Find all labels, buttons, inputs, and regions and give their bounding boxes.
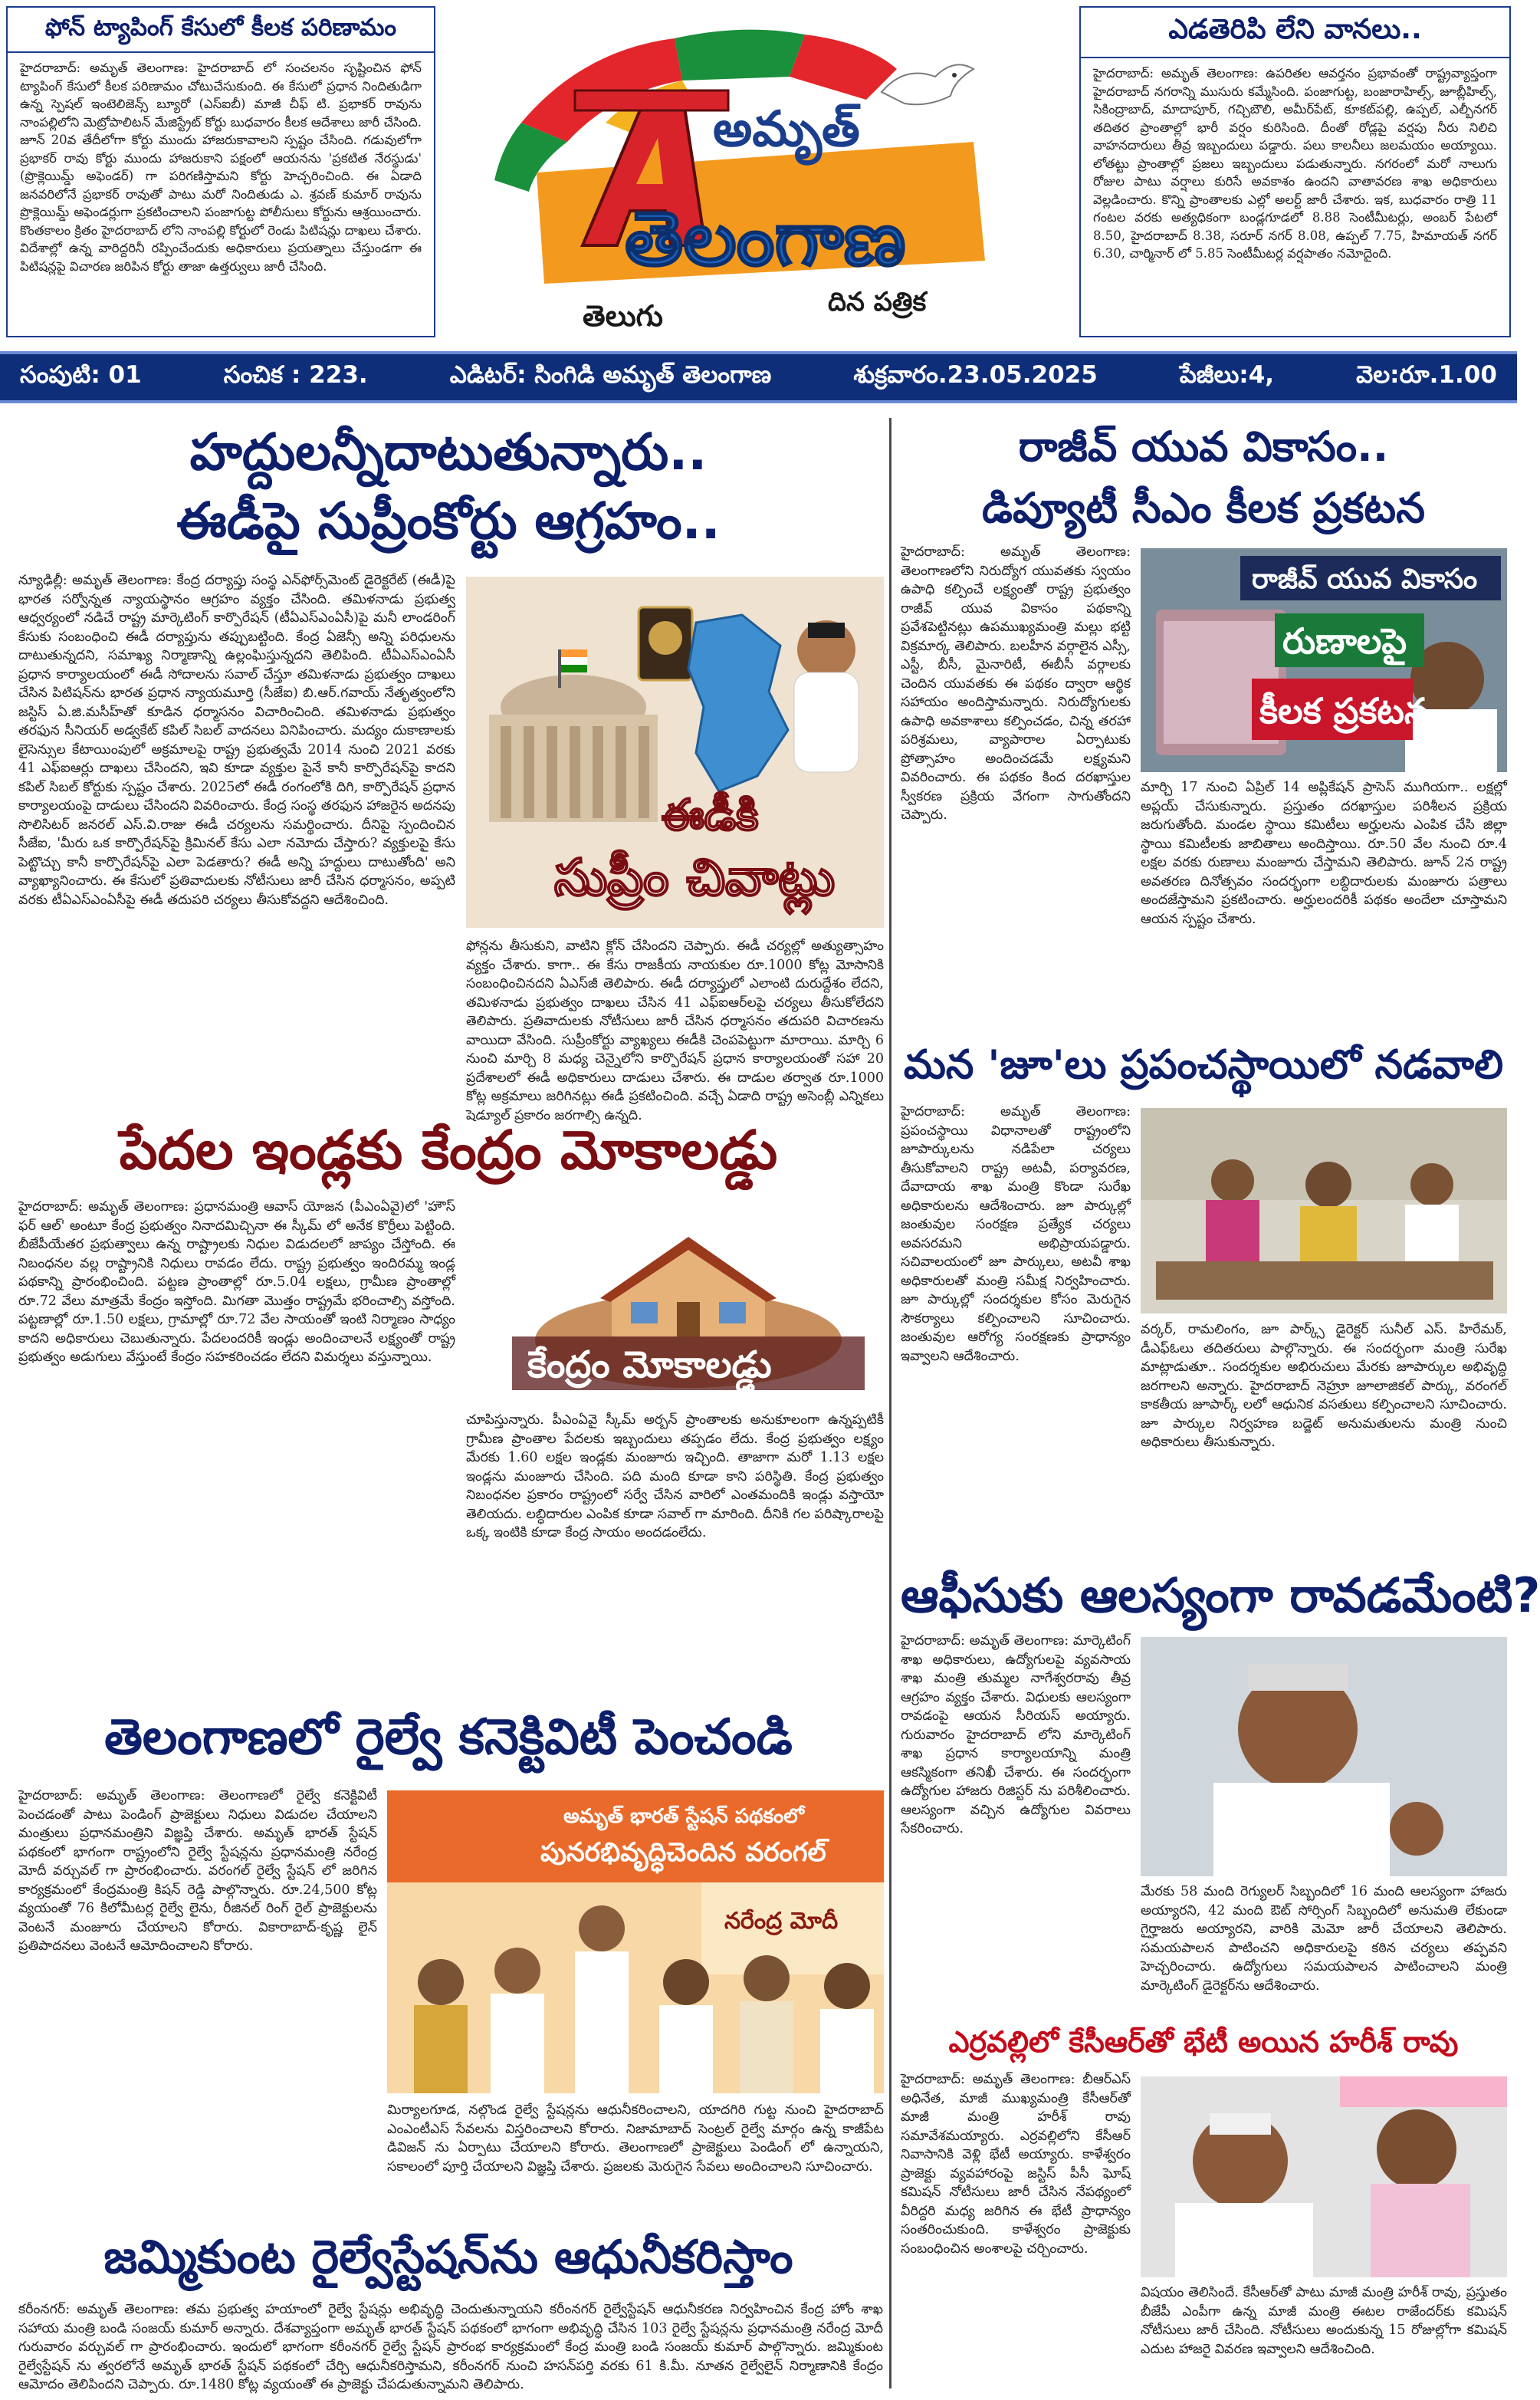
- office-headline: ఆఫీసుకు ఆలస్యంగా రావడమేంటి?: [901, 1567, 1540, 1623]
- harish-headline: ఎర్రవల్లిలో కేసీఆర్‌తో భేటీ అయిన హరీశ్ రావు: [948, 2025, 1459, 2059]
- office-image: [1141, 1637, 1507, 1876]
- logo-label-daily: దిన పత్రిక: [828, 287, 927, 317]
- lead-image: [466, 577, 884, 928]
- editor-label: ఎడిటర్: సింగిడి అమృత్ తెలంగాణ: [449, 360, 772, 389]
- issue-info-bar: [0, 351, 1517, 403]
- railway-banner-3: నరేంద్ర మోదీ: [724, 1908, 839, 1935]
- rajiv-image-line2: రుణాలపై: [1282, 620, 1407, 662]
- jammikunta-headline: జమ్మికుంట రైల్వేస్టేషన్‌ను ఆధునీకరిస్తాం: [103, 2231, 793, 2284]
- lead-body-right: ఫోన్లను తీసుకుని, వాటిని క్లోన్ చేసిందని చెప్పారు. ఈడీ చర్యల్లో అత్యుత్సాహం వ్యక్తం చేశారు. కాగా.. ఈ కేసు రాజకీయ నాయకుల రూ.1000 కోట్ల మోసానికి సంబంధించినదని ఏఎస్‌జీ తెలిపారు. ఈడీ దర్యాప్తులో ఎలాంటి దురుద్దేశం లేదని, తమిళనాడు ప్రభుత్వం దాఖలు చేసిన 41 ఎఫ్ఐఆర్‌లపై చర్యలు తీసుకోలేదని తెలిపారు. ప్రతివాదులకు నోటీసులు జారీ చేసిన ధర్మాసనం తదుపరి విచారణను వాయిదా వేసింది. సుప్రీంకోర్టు వ్యాఖ్యలు ఈడీకి చెంపపెట్టుగా మారాయి. మార్చి 6 నుంచి మార్చి 8 మధ్య చెన్నైలోని కార్పొరేషన్ ప్రధాన కార్యాలయంతో సహా 20 ప్రదేశాలలో ఈడీ అధికారులు దాడులు చేశారు. ఈ దాడుల తర్వాత రూ.1000 కోట్ల అక్రమాలు జరిగినట్లు ఈడీ ప్రకటించింది. వచ్చే ఏడాది రాష్ట్ర అసెంబ్లీ ఎన్నికలు షెడ్యూల్ ప్రకారం జరగాల్సి ఉన్నది.: [466, 939, 884, 1123]
- zoo-headline: మన 'జూ'లు ప్రపంచస్థాయిలో నడవాలి: [903, 1042, 1504, 1088]
- zoo-body-bottom: వర్కర్, రామలింగం, జూ పార్క్స్ డైరెక్టర్ సునీల్ ఎస్. హిరేమఠ్, డీఎఫ్‌ఓలు తదితరులు పాల్గొన్నారు. ఈ సందర్భంగా మంత్రి సురేఖ మాట్లాడుతూ.. సందర్శకుల అభిరుచులు మేరకు జూపార్కుల అభివృద్ధి జరగాలని అన్నారు. హైదరాబాద్ నెహ్రూ జూలాజికల్ పార్కు, వరంగల్ కాకతీయ జూపార్క్ లలో ఆధునిక వసతులు కల్పించాలని సూచించారు. జూ పార్కుల నిర్వహణ బడ్జెట్ అనుమతులను మంత్రి నుంచి అధికారులు తీసుకున్నారు.: [1141, 1322, 1507, 1450]
- top-right-body: హైదరాబాద్: అమృత్ తెలంగాణ: ఉపరితల ఆవర్తనం ప్రభావంతో రాష్ట్రవ్యాప్తంగా హైదరాబాద్ నగరాన్ని ముసురు కమ్మేసింది. పంజాగుట్ట, బంజారాహిల్స్, జూబ్లీహిల్స్, సికింద్రాబాద్, మాదాపూర్, గచ్చిబౌలి, అమీర్‌పేట్, కూకట్‌పల్లి, ఉప్పల్, ఎల్బీనగర్ తదితర ప్రాంతాల్లో భారీ వర్షం కురిసింది. దీంతో రోడ్లపై వర్షపు నీరు నిలిచి వాహనదారులు తీవ్ర ఇబ్బందులు పడ్డారు. పలు కాలనీలు జలమయం అయ్యాయి. లోతట్టు ప్రాంతాల్లో ప్రజలు ఇబ్బందులు పడుతున్నారు. నగరంలో మరో నాలుగు రోజుల పాటు వర్షాలు కురిసే అవకాశం ఉందని వాతావరణ శాఖ అధికారులు వెల్లడించారు. కొన్ని ప్రాంతాలకు ఎల్లో అలర్ట్ జారీ చేశారు. ఇక, బుధవారం రాత్రి 11 గంటల వరకు అత్యధికంగా బండ్లగూడలో 8.88 సెంటీమీటర్లు, అంబర్ పేటలో 8.50, హైదరాబాద్ 8.38, సరూర్ నగర్ 8.08, ఉప్పల్ 7.75, హిమాయత్ నగర్ 6.30, చార్మినార్ లో 5.85 సెంటీమీటర్ల వర్షపాతం నమోదైంది.: [1093, 66, 1497, 261]
- top-left-body: హైదరాబాద్: అమృత్ తెలంగాణ: హైదరాబాద్ లో సంచలనం సృష్టించిన ఫోన్ ట్యాపింగ్ కేసులో కీలక పరిణామం చోటుచేసుకుంది. ఈ కేసులో ప్రధాన నిందితుడిగా ఉన్న స్పెషల్ ఇంటెలిజెన్స్ బ్యూరో (ఎస్ఐబీ) మాజీ చీఫ్ టి. ప్రభాకర్ రావును నాంపల్లిలోని మెట్రోపాలిటన్ మేజిస్ట్రేట్ కోర్టు బుధవారం కీలక ఆదేశాలు జారీ చేసింది. జూన్ 20వ తేదీలోగా కోర్టు ముందు హాజరుకావాలని స్పష్టం చేసింది. గడువులోగా ప్రభాకర్ రావు కోర్టు ముందు హాజరుకాని పక్షంలో ఆయనను 'ప్రకటిత నేరస్థుడు' (ప్రొక్లెయిమ్డ్ అఫెండర్) గా పరిగణిస్తామని కోర్టు హెచ్చరించింది. ఈ ఏడాది జనవరిలోనే ప్రభాకర్ రావుతో పాటు మరో నిందితుడు ఎ. శ్రవణ్ కుమార్ రావును ప్రొక్లెయిమ్డ్ అఫెండర్లుగా ప్రకటించాలని పంజాగుట్ట పోలీసులు కోర్టును ఆశ్రయించారు. కొంతకాలం క్రితం హైదరాబాద్ లోని నాంపల్లి కోర్టులో రెండు పిటిషన్లు దాఖలు చేశారు. విదేశాల్లో ఉన్న వారిద్దరినీ రప్పించేందుకు అధికారులు ప్రయత్నాలు చేస్తుండగా ఈ పిటిషన్లపై విచారణ జరిపిన కోర్టు తాజా ఉత్తర్వులు జారీ చేసింది.: [20, 61, 422, 274]
- issue-label: సంచిక : 223.: [223, 360, 368, 389]
- top-right-headline: ఎడతెరిపి లేని వానలు..: [1081, 8, 1509, 58]
- housing-image: [466, 1202, 884, 1403]
- lead-image-caption-1: ఈడీకి: [662, 791, 759, 840]
- column-divider: [889, 418, 891, 2388]
- rajiv-headline-1: రాజీవ్ యువ వికాసం..: [1018, 422, 1389, 471]
- rajiv-headline-2: డిప్యూటీ సీఎం కీలక ప్రకటన: [982, 484, 1425, 532]
- housing-headline: పేదల ఇండ్లకు కేంద్రం మోకాలడ్డు: [119, 1119, 778, 1182]
- masthead-logo: [452, 8, 1066, 344]
- lead-headline-1: హద్దులన్నీదాటుతున్నారు..: [189, 422, 708, 482]
- housing-body-right: చూపిస్తున్నారు. పీఎంఏవై స్కీమ్ అర్బన్ ప్రాంతాలకు అనుకూలంగా ఉన్నప్పటికీ గ్రామీణ ప్రాంతాల పేదలకు ఇబ్బందులు తప్పడం లేదు. కేంద్ర ప్రభుత్వం లక్ష్యం మేరకు 1.60 లక్షల ఇండ్లకు మంజూరు ఇచ్చింది. తాజాగా మరో 1.13 లక్షల ఇండ్లను మంజూరు చేసింది. పది మంది కూడా కాని పరిస్థితి. కేంద్ర ప్రభుత్వం నిబంధనల ప్రకారం రాష్ట్రంలో సర్వే చేసిన వారిలో ఎంతమందికి ఇండ్లు వస్తాయో తెలియదు. లబ్ధిదారుల ఎంపిక కూడా సవాల్ గా మారింది. దీనికి గల పరిష్కారాలపై ఒక్క ఇంటికి కూడా కేంద్ర సాయం అందడంలేదు.: [466, 1412, 884, 1540]
- lead-body-left: న్యూఢిల్లీ: అమృత్ తెలంగాణ: కేంద్ర దర్యాప్తు సంస్థ ఎన్‌ఫోర్స్‌మెంట్ డైరెక్టరేట్ (ఈడీ)పై భారత సర్వోన్నత న్యాయస్థానం ఆగ్రహం వ్యక్తం చేసింది. తమిళనాడు ప్రభుత్వ ఆధ్వర్యంలో నడిచే రాష్ట్ర మార్కెటింగ్ కార్పొరేషన్ (టీఏఎస్ఎంఏసీ)పై మనీ లాండరింగ్ కేసుకు సంబంధించి ఈడీ దర్యాప్తును తప్పుబట్టింది. కేంద్ర ఏజెన్సీ అన్ని పరిధులను దాటుతున్నదని, సమాఖ్య నిర్మాణాన్ని ఉల్లంఘిస్తున్నదని తెలిపింది. టీఏఎస్ఎంఏసీ ప్రధాన కార్యాలయంలో ఈడీ సోదాలను సవాల్ చేస్తూ తమిళనాడు ప్రభుత్వం దాఖలు చేసిన పిటిషన్‌ను భారత ప్రధాన న్యాయమూర్తి (సీజేఐ) బి.ఆర్.గవాయ్ నేతృత్వంలోని జస్టిస్ ఏ.జి.మసీహ్‌తో కూడిన ధర్మాసనం విచారించింది. తమిళనాడు ప్రభుత్వం తరఫున సీనియర్ అడ్వకేట్ కపిల్ సిబల్ వాదనలు వినిపించారు. మద్యం దుకాణాలకు లైసెన్సుల కేటాయింపులో అక్రమాలపై రాష్ట్ర ప్రభుత్వమే 2014 నుంచి 2021 వరకు 41 ఎఫ్ఐఆర్లు దాఖలు చేసిందని, ఇవి కూడా వ్యక్తుల పైనే కానీ కార్పొరేషన్‌పై కాదని కపిల్ సిబల్ కోర్టుకు స్పష్టం చేశారు. 2025లో ఈడీ రంగంలోకి దిగి, కార్పొరేషన్ ప్రధాన కార్యాలయంపై దాడులు చేసిందని వివరించారు. కేంద్ర సంస్థ తరఫున హాజరైన అదనపు సొలిసిటర్ జనరల్ ఎస్.వి.రాజు ఈడీ చర్యలను సమర్థించారు. దీనిపై స్పందించిన సీజేఐ, 'మీరు ఒక కార్పొరేషన్‌పై క్రిమినల్ కేసు ఎలా నమోదు చేస్తారు? వ్యక్తులపై కేసు పెట్టొచ్చు కానీ కార్పొరేషన్‌పై ఎలా పెడతారు? ఈడీ అన్ని హద్దులు దాటుతోంది' అని వ్యాఖ్యానించారు. ఈ కేసులో ప్రతివాదులకు నోటీసులు జారీ చేసిన ధర్మాసనం, అప్పటి వరకు టీఏఎస్ఎంఏసీపై ఈడీ తదుపరి చర్యలు తీసుకోవద్దని ఆదేశించింది.: [18, 573, 455, 908]
- harish-body-bottom: విషయం తెలిసిందే. కేసీఆర్‌తో పాటు మాజీ మంత్రి హరీశ్ రావు, ప్రస్తుతం బీజేపీ ఎంపీగా ఉన్న మాజీ మంత్రి ఈటల రాజేందర్‌కు కమిషన్ నోటీసులు జారీ చేసింది. నోటీసులు అందుకున్న 15 రోజుల్లోగా కమిషన్ ఎదుట హాజరై వివరణ ఇవ్వాలని ఆదేశించింది.: [1141, 2285, 1507, 2357]
- office-body-left: హైదరాబాద్: అమృత్ తెలంగాణ: మార్కెటింగ్ శాఖ అధికారులు, ఉద్యోగులపై వ్యవసాయ శాఖ మంత్రి తుమ్మల నాగేశ్వరరావు తీవ్ర ఆగ్రహం వ్యక్తం చేశారు. విధులకు ఆలస్యంగా రావడంపై ఆయన సీరియస్ అయ్యారు. గురువారం హైదరాబాద్ లోని మార్కెటింగ్ శాఖ ప్రధాన కార్యాలయాన్ని మంత్రి ఆకస్మికంగా తనిఖీ చేశారు. ఈ సందర్భంగా ఉద్యోగుల హాజరు రిజిస్టర్ ను పరిశీలించారు. ఆలస్యంగా వచ్చిన ఉద్యోగుల వివరాలు సేకరించారు.: [901, 1633, 1131, 1836]
- logo-word-amrut: అమృత్: [713, 101, 860, 158]
- housing-body-left: హైదరాబాద్: అమృత్ తెలంగాణ: ప్రధానమంత్రి ఆవాస్ యోజన (పీఎంఏవై)లో 'హౌస్ ఫర్ ఆల్' అంటూ కేంద్ర ప్రభుత్వం నినాదమిచ్చినా ఈ స్కీమ్ లో అనేక కొర్రీలు పెట్టింది. బీజేపీయేతర ప్రభుత్వాలు ఉన్న రాష్ట్రాలకు నిధుల విడుదలలో జాప్యం చేస్తోంది. ఈ నిబంధనల వల్ల రాష్ట్రానికి నిధులు రావడం లేదు. రాష్ట్ర ప్రభుత్వం ఇందిరమ్మ ఇండ్ల పథకాన్ని ప్రారంభించింది. పట్టణ ప్రాంతాల్లో రూ.5.04 లక్షలు, గ్రామీణ ప్రాంతాల్లో రూ.72 వేలు మాత్రమే కేంద్రం ఇస్తోంది. మిగతా మొత్తం రాష్ట్రమే భరించాల్సి వస్తోంది. పట్టణాల్లో రూ.1.50 లక్షలు, గ్రామాల్లో రూ.72 వేల సాయంతో ఇంటి నిర్మాణం సాధ్యం కాదని అధికారులు చెబుతున్నారు. పేదలందరికీ ఇండ్లు అందించాలనే లక్ష్యంతో రాష్ట్ర ప్రభుత్వం అడుగులు వేస్తుంటే కేంద్రం సహకరించడం లేదని విమర్శలు వస్తున్నాయి.: [18, 1199, 455, 1365]
- housing-image-caption: కేంద్రం మోకాలడ్డు: [527, 1343, 772, 1386]
- jammikunta-body: కరీంనగర్: అమృత్ తెలంగాణ: తమ ప్రభుత్వ హయాంలో రైల్వే స్టేషన్లు అభివృద్ధి చెందుతున్నాయని కరీంనగర్ రైల్వేస్టేషన్ ఆధునీకరణ నిర్వహించిన కేంద్ర హోం శాఖ సహాయ మంత్రి బండి సంజయ్ కుమార్ అన్నారు. దేశవ్యాప్తంగా అమృత్ భారత్ స్టేషన్ పథకంలో భాగంగా అభివృద్ధి చేసిన 103 రైల్వే స్టేషన్లను ప్రధానమంత్రి నరేంద్ర మోదీ గురువారం వర్చువల్ గా ప్రారంభించారు. ఇందులో భాగంగా కరీంనగర్ రైల్వే స్టేషన్ ప్రారంభ కార్యక్రమంలో కేంద్ర మంత్రి బండి సంజయ్ కుమార్ పాల్గొన్నారు. జమ్మికుంట రైల్వేస్టేషన్ ను త్వరలోనే అమృత్ భారత్ స్టేషన్ పథకంలో చేర్చి ఆధునీకరిస్తామని, కరీంనగర్ నుంచి హసన్‌పర్తి వరకు 61 కి.మీ. నూతన రైల్వేలైన్ నిర్మాణానికి కేంద్రం ఆమోదం తెలిపిందని చెప్పారు. రూ.1480 కోట్ల వ్యయంతో ఈ ప్రాజెక్టు చేపడుతున్నామని తెలిపారు.: [18, 2302, 883, 2392]
- railway-headline: తెలంగాణలో రైల్వే కనెక్టివిటీ పెంచండి: [104, 1709, 793, 1766]
- price-label: వెల:రూ.1.00: [1356, 360, 1497, 389]
- politician-photo: [794, 620, 859, 772]
- railway-image: [387, 1790, 884, 2093]
- rajiv-body-bottom: మార్చి 17 నుంచి ఏప్రిల్ 14 అప్లికేషన్ ప్రాసెస్ ముగియగా.. లక్షల్లో అప్లయ్ చేసుకున్నారు. ప్రస్తుతం దరఖాస్తుల పరిశీలన ప్రక్రియ జరుగుతోంది. మండల స్థాయి కమిటీలు అర్హులను ఎంపిక చేసి జిల్లా స్థాయి కమిటీలకు జాబితాలు అందిస్తాయి. రూ.50 వేల నుంచి రూ.4 లక్షల వరకు రుణాలు మంజూరు చేస్తామని తెలిపారు. జూన్ 2న రాష్ట్ర అవతరణ దినోత్సవం సందర్భంగా లబ్ధిదారులకు మంజూరు పత్రాలు అందజేస్తామని ప్రకటించారు. అర్హులందరికీ పథకం అందేలా చూస్తామని ఆయన స్పష్టం చేశారు.: [1141, 780, 1507, 927]
- railway-body-left: హైదరాబాద్: అమృత్ తెలంగాణ: తెలంగాణలో రైల్వే కనెక్టివిటీ పెంచడంతో పాటు పెండింగ్ ప్రాజెక్టులు నిధులు విడుదల చేయాలని మంత్రులు ప్రధానమంత్రిని విజ్ఞప్తి చేశారు. అమృత్ భారత్ స్టేషన్ పథకంలో భాగంగా రాష్ట్రంలోని రైల్వే స్టేషన్లను ప్రధానమంత్రి నరేంద్ర మోదీ వర్చువల్ గా ప్రారంభించారు. వరంగల్ రైల్వే స్టేషన్ లో జరిగిన కార్యక్రమంలో కేంద్రమంత్రి కిషన్ రెడ్డి పాల్గొన్నారు. రూ.24,500 కోట్ల వ్యయంతో 76 కిలోమీటర్ల రైల్వే లైను, రీజినల్ రింగ్ రైల్ ప్రాజెక్టులను వెంటనే మంజూరు చేయాలని కోరారు. వికారాబాద్-కృష్ణ లైన్ ప్రతిపాదనలు వెంటనే ఆమోదించాలని కోరారు.: [18, 1788, 377, 1954]
- zoo-image: [1141, 1108, 1507, 1313]
- logo-label-telugu: తెలుగు: [583, 299, 663, 333]
- ed-emblem-icon: [639, 607, 692, 680]
- railway-banner-1: అమృత్ భారత్ స్టేషన్ పథకంలో: [563, 1805, 804, 1828]
- zoo-body-left: హైదరాబాద్: అమృత్ తెలంగాణ: ప్రపంచస్థాయి విధానాలతో రాష్ట్రంలోని జూపార్కులను నడిపేలా చర్యలు తీసుకోవాలని రాష్ట్ర అటవీ, పర్యావరణ, దేవాదాయ శాఖ మంత్రి కొండా సురేఖ అధికారులను ఆదేశించారు. జూ పార్కుల్లో జంతువుల సంరక్షణ ప్రత్యేక చర్యలు అవసరమని అభిప్రాయపడ్డారు. సచివాలయంలో జూ పార్కులు, అటవీ శాఖ అధికారులతో మంత్రి సమీక్ష నిర్వహించారు. జూ పార్కుల్లో సందర్శకుల కోసం మెరుగైన సౌకర్యాలు కల్పించాలని సూచించారు. జంతువుల ఆరోగ్య సంరక్షణకు ప్రాధాన్యం ఇవ్వాలని ఆదేశించారు.: [901, 1104, 1131, 1364]
- lead-headline-2: ఈడీపై సుప్రీంకోర్టు ఆగ్రహం..: [176, 492, 721, 551]
- rajiv-image-title: రాజీవ్ యువ వికాసం: [1252, 564, 1478, 595]
- pages-label: పేజీలు:4,: [1179, 360, 1275, 389]
- rajiv-image-line3: కీలక ప్రకటన: [1259, 690, 1430, 732]
- dove-icon: [882, 64, 974, 104]
- railway-banner-2: పునరభివృద్ధిచెందిన వరంగల్: [540, 1837, 826, 1868]
- logo-word-telangana: తెలంగాణ: [625, 196, 906, 283]
- rajiv-image: [1141, 548, 1507, 772]
- harish-image: [1141, 2076, 1507, 2277]
- rajiv-body-left: హైదరాబాద్: అమృత్ తెలంగాణ: తెలంగాణలోని నిరుద్యోగ యువతకు స్వయం ఉపాధి కల్పించే లక్ష్యంతో రాష్ట్ర ప్రభుత్వం రాజీవ్ యువ వికాసం పథకాన్ని ప్రవేశపెట్టినట్లు ఉపముఖ్యమంత్రి మల్లు భట్టి విక్రమార్క తెలిపారు. బలహీన వర్గాలైన ఎస్సీ, ఎస్టీ, బీసీ, మైనారిటీ, ఈబీసీ వర్గాలకు చెందిన యువతకు ఈ పథకం ద్వారా ఆర్థిక సహాయం అందిస్తామన్నారు. నిరుద్యోగులకు ఉపాధి అవకాశాలు కల్పించడం, చిన్న తరహా పరిశ్రమలు, వ్యాపారాల ఏర్పాటుకు ప్రోత్సాహం అందించడమే లక్ష్యమని వివరించారు. ఈ పథకం కింద దరఖాస్తుల స్వీకరణ ప్రక్రియ వేగంగా సాగుతోందని చెప్పారు.: [901, 544, 1131, 823]
- railway-body-right: మిర్యాలగూడ, నల్గొండ రైల్వే స్టేషన్లను ఆధునీకరించాలని, యాదగిరి గుట్ట నుంచి హైదరాబాద్ ఎంఎంటీఎస్ సేవలను విస్తరించాలని కోరారు. నిజామాబాద్ సెంట్రల్ రైల్వే మార్గం ఉన్న కాజీపేట డివిజన్ ను ఏర్పాటు చేయాలని కోరారు. తెలంగాణలో ప్రాజెక్టులు పెండింగ్ లో ఉన్నాయని, సకాలంలో పూర్తి చేయాలని విజ్ఞప్తి చేశారు. ప్రజలకు మెరుగైన సేవలు అందించాలని సూచించారు.: [387, 2102, 884, 2175]
- top-left-headline: ఫోన్ ట్యాపింగ్ కేసులో కీలక పరిణామం: [8, 8, 434, 53]
- lead-image-caption-2: సుప్రీం చివాట్లు: [554, 848, 836, 907]
- top-left-news-box: [6, 6, 435, 337]
- date-label: శుక్రవారం.23.05.2025: [853, 360, 1098, 389]
- office-body-bottom: మేరకు 58 మంది రెగ్యులర్ సిబ్బందిలో 16 మంది ఆలస్యంగా హాజరు అయ్యారని, 42 మంది ఔట్ సోర్సింగ్ సిబ్బందిలో అనుమతి లేకుండా గైర్హాజరు అయ్యారని, వారికి మెమో జారీ చేయాలని తెలిపారు. సమయపాలన పాటించని అధికారులపై కఠిన చర్యలు తప్పవని హెచ్చరించారు. ఉద్యోగులు సమయపాలన పాటించాలని మంత్రి మార్కెటింగ్ డైరెక్టర్‌ను ఆదేశించారు.: [1141, 1884, 1507, 1994]
- volume-label: సంపుటి: 01: [20, 360, 142, 389]
- top-right-news-box: [1079, 6, 1511, 337]
- masthead: [452, 8, 1066, 344]
- harish-body-left: హైదరాబాద్: అమృత్ తెలంగాణ: బీఆర్ఎస్ అధినేత, మాజీ ముఖ్యమంత్రి కేసీఆర్‌తో మాజీ మంత్రి హరీశ్ రావు సమావేశమయ్యారు. ఎర్రవల్లిలోని కేసీఆర్ నివాసానికి వెళ్లి భేటీ అయ్యారు. కాళేశ్వరం ప్రాజెక్టు వ్యవహారంపై జస్టిస్ పీసీ ఘోష్ కమిషన్ నోటీసులు జారీ చేసిన నేపథ్యంలో వీరిద్దరి మధ్య జరిగిన ఈ భేటీ ప్రాధాన్యం సంతరించుకుంది. కాళేశ్వరం ప్రాజెక్టుకు సంబంధించిన అంశాలపై చర్చించారు.: [901, 2072, 1131, 2257]
